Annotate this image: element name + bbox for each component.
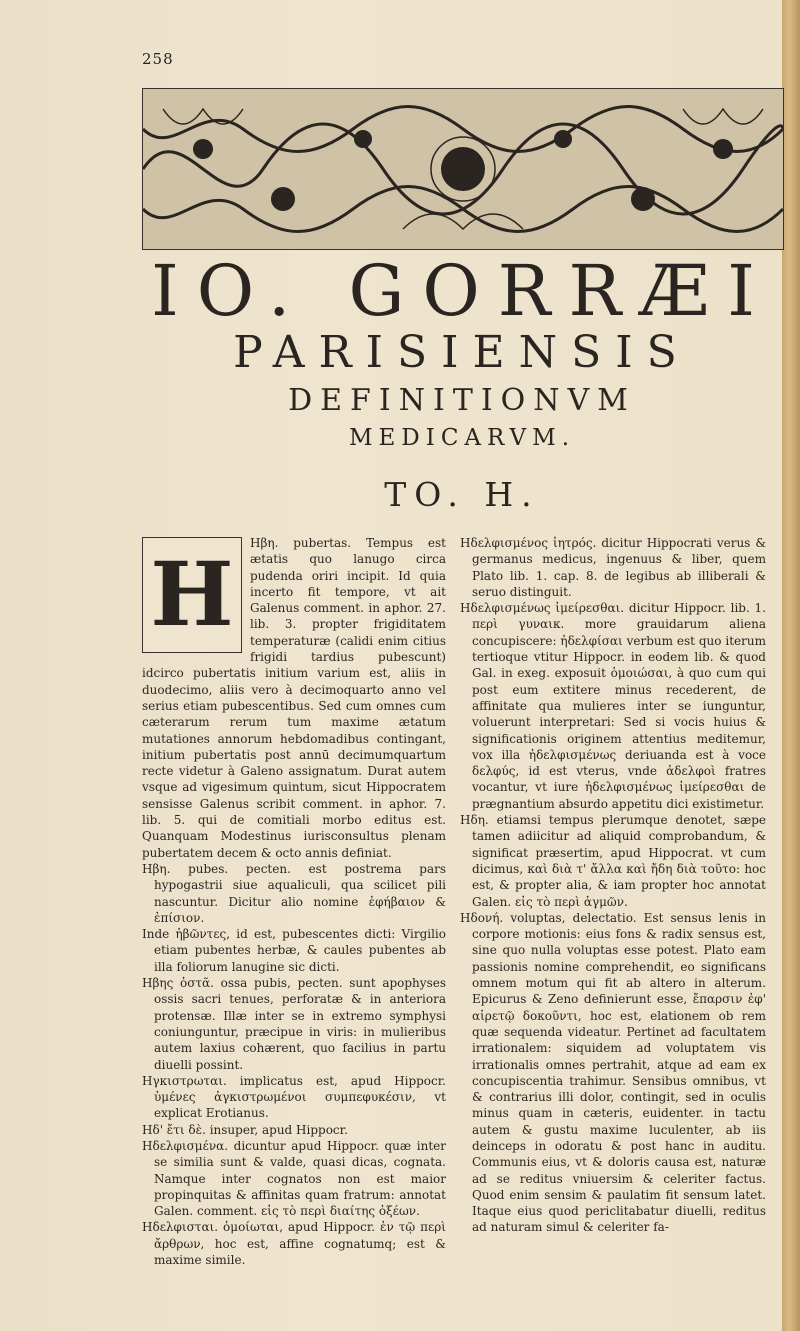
entry-paragraph: Ηβη. pubes. pecten. est postrema pars hypogastrii siue aqualiculi, qua scilicet pili nascuntur. Dicitur alio nomine ἐφήβαιον & ἐπίσιον. [142,861,446,925]
right-column [460,535,766,1236]
title-author: IO. GORRÆI [151,250,773,332]
left-column [142,535,446,1268]
section-heading: TO. H. [384,475,540,514]
woodcut-ornament-headpiece [142,88,784,250]
title-work-sub: MEDICARVM. [348,425,576,451]
title-city: PARISIENSIS [233,327,691,378]
entry-paragraph: Ηγκιστρωται. implicatus est, apud Hippocr. ὑμένες ἀγκιστρωμένοι συμπεφυκέσιν, vt explicat Erotianus. [142,1073,446,1121]
entry-paragraph: Ηδονή. voluptas, delectatio. Est sensus lenis in corpore motionis: eius fons & radix sensus est, sine quo nulla voluptas esse potest. Plato eam passionis nomine comprehendit, eo significans omnem motum qui fit ab altero in alterum. Epicurus & Zeno definierunt esse, ἔπαρσιν ἐφ' αἱρετῷ δοκοῦντι, hoc est, elationem ob rem quæ sequenda videatur. Pertinet ad facultatem irrationalem: siquidem ad voluptatem vis irrationalis omnes pertrahit, atque ad eam ex concupiscentia trahimur. Sensibus omnibus, vt & contrarius illi dolor, contingit, sed in oculis minus quam in cæteris, euidenter. in tactu autem & gustu maxime luculenter, ab iis deinceps in odoratu & post hanc in auditu. Communis eius, vt & doloris causa est, naturæ ad se reditus vniuersim & celeriter factus. Quod enim sensim & paulatim fit sensum latet. Itaque eius quod periclitabatur diuelli, reditus ad naturam simul & celeriter fa- [460,910,766,1235]
entry-paragraph: Ηδελφισται. ὁμοίωται, apud Hippocr. ἐν τῷ περὶ ἄρθρων, hoc est, affine cognatumq; est & maxime simile. [142,1220,446,1268]
entry-paragraph: Ηβη. pubertas. Tempus est ætatis quo lanugo circa pudenda oriri incipit. Id quia incerto fit tempore, vt ait Galenus comment. in aphor. 27. lib. 3. propter frigiditatem temperaturæ (calidi enim citius frigidi tardius pubescunt) idcirco pubertatis initium varium est, aliis in duodecimo, aliis vero à decimoquarto anno vel serius etiam pubescentibus. Sed cum omnes cum cæterarum rerum tum maxime ætatum mutationes annorum hebdomadibus contingant, initium pubertatis post annū decimumquartum recte videtur à Galeno assignatum. Durat autem vsque ad vigesimum quintum, sicut Hippocratem sensisse Galenus scribit comment. in aphor. 7. lib. 5. qui de comitiali morbo editus est. Quanquam Modestinus iurisconsultus plenam pubertatem decem & octo annis definiat. [142,536,446,860]
entry-paragraph: Ηδελφισμένος ἰητρός. dicitur Hippocrati verus & germanus medicus, ingenuus & liber, quem Plato lib. 1. cap. 8. de legibus ab illiberali & seruo distinguit. [460,536,766,599]
page-number: 258 [142,50,174,68]
entry-paragraph: Inde ἡβῶντες, id est, pubescentes dicti: Virgilio etiam pubentes herbæ, & caules pubentes ab illa foliorum lanugine sic dicti. [142,927,446,974]
entry-paragraph: Ηδ' ἔτι δὲ. insuper, apud Hippocr. [142,1122,348,1137]
entry-paragraph: Ηδελφισμένα. dicuntur apud Hippocr. quæ inter se similia sunt & valde, quasi dicas, cognata. Namque inter cognatos non est maior propinquitas & affinitas quam fratrum: annotat Galen. comment. εἰς τὸ περὶ διαίτης ὀξέων. [142,1138,446,1219]
entry-paragraph: Ηδη. etiamsi tempus plerumque denotet, sæpe tamen adiicitur ad aliquid comprobandum, & significat præsertim, apud Hippocrat. vt cum dicimus, καὶ διὰ τ' ἄλλα καὶ ἤδη διὰ τοῦτο: hoc est, & propter alia, & iam propter hoc annotat Galen. εἰς τὸ περὶ ἀγμῶν. [460,813,766,909]
entry-paragraph: Ηδελφισμένως ἱμείρεσθαι. dicitur Hippocr. lib. 1. περὶ γυναικ. more grauidarum aliena concupiscere: ἠδελφίσαι verbum est quo iterum tertioque vtitur Hippocr. in eodem lib. & quod Gal. in exeg. exposuit ὁμοιώσαι, à quo cum qui post eum extitere minus recederent, de affinitate qua mulieres inter se iunguntur, voluerunt interpretari: Sed si vocis huius & significationis originem attentius meditemur, vox illa ἠδελφισμένως deriuanda est à voce δελφύς, id est vterus, vnde ἀδελφοὶ fratres vocantur, vt iure ἠδελφισμένως ἱμείρεσθαι de prægnantium absurdo appetitu dici existimetur. [460,601,766,811]
page-gutter [782,0,800,1331]
title-work: DEFINITIONVM [288,383,636,418]
entry-paragraph: Ηβης ὀστᾶ. ossa pubis, pecten. sunt apophyses ossis sacri tenues, perforatæ & in anteriora protensæ. Illæ inter se in extremo symphysi coniunguntur, præcipue in viris: in mulieribus autem laxius cohærent, quo facilius in partu diuelli possint. [142,976,446,1072]
drop-cap-letter: H [150,542,234,646]
ornamental-drop-cap [142,537,242,653]
